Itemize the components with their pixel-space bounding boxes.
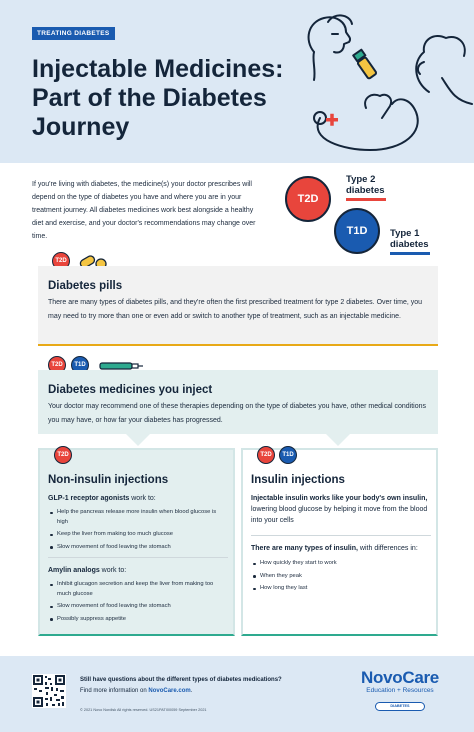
doctor-patient-illustration	[274, 0, 474, 163]
list-item: Help the pancreas release more insulin when blood glucose is high	[48, 508, 228, 527]
logo-wordmark: NovoCare	[361, 668, 439, 687]
type2-label	[346, 174, 406, 201]
header-banner	[0, 0, 474, 163]
novocare-logo	[352, 668, 448, 712]
footer-link-suffix: .	[190, 688, 193, 694]
novocare-link[interactable]: NovoCare.com	[148, 688, 191, 694]
copyright-text: © 2021 Novo Nordisk All rights reserved. US21PATI00059 September 2021	[80, 708, 207, 712]
insulin-types-bold: There are many types of insulin,	[251, 545, 358, 552]
footer-link-prefix: Find more information on	[80, 688, 149, 694]
list-item: Possibly suppress appetite	[48, 615, 228, 625]
insulin-intro-bold: Injectable insulin works like your body's own insulin,	[251, 495, 428, 502]
t2d-badge-label: T2D	[297, 193, 319, 205]
glp1-head-suffix: work to:	[129, 495, 156, 502]
footer-info	[80, 688, 192, 694]
list-item: When they peak	[251, 572, 431, 582]
insulin-t1d-label: T1D	[282, 452, 294, 458]
insulin-t2d-label: T2D	[260, 452, 272, 458]
insulin-t1d-badge	[279, 446, 297, 464]
non-insulin-t2d-label: T2D	[57, 452, 69, 458]
insulin-intro-rest: lowering blood glucose by helping it move from the blood into your cells	[251, 506, 428, 524]
amylin-list	[48, 580, 228, 624]
inject-t2d-label: T2D	[51, 362, 63, 368]
list-item: Slow movement of food leaving the stomach	[48, 543, 228, 553]
insulin-types-heading	[251, 543, 431, 554]
intro-paragraph: If you're living with diabetes, the medicine(s) your doctor prescribes will depend on the type of diabetes you have and where you are in your treatment journey. All diabetes medicines work best alongside a healthy diet and exercise, and your doctor's recommendations may change over time.	[32, 181, 256, 240]
type1-label	[390, 228, 450, 255]
inject-t1d-label: T1D	[74, 362, 86, 368]
logo-subtitle: Education + Resources	[366, 687, 434, 694]
insulin-types-rest: with differences in:	[357, 545, 418, 552]
non-insulin-t2d-badge	[54, 446, 72, 464]
divider	[48, 557, 228, 558]
inject-section	[38, 370, 438, 434]
list-item: How long they last	[251, 584, 431, 594]
footer-question: Still have questions about the different types of diabetes medications?	[80, 677, 282, 683]
amylin-head-suffix: work to:	[99, 567, 127, 574]
list-item: How quickly they start to work	[251, 559, 431, 569]
type1-label-text: Type 1 diabetes	[390, 228, 429, 250]
type2-underline	[346, 198, 386, 201]
list-item: Slow movement of food leaving the stomach	[48, 602, 228, 612]
inject-title: Diabetes medicines you inject	[48, 384, 213, 396]
pills-text: There are many types of diabetes pills, and they're often the first prescribed treatment for type 2 diabetes. Over time, you may need to try more than one or even add or switch to another type of treatment, such as an injectable medicine.	[48, 299, 423, 320]
logo-diabetes-pill: DIABETES	[375, 702, 424, 711]
amylin-heading	[48, 565, 228, 576]
glp1-list	[48, 508, 228, 552]
category-tag: TREATING DIABETES	[32, 27, 115, 40]
pills-t2d-label: T2D	[55, 258, 67, 264]
type2-label-text: Type 2 diabetes	[346, 174, 385, 196]
inject-text: Your doctor may recommend one of these therapies depending on the type of diabetes you have, other medical conditions you may have, or how far your diabetes has progressed.	[48, 403, 426, 424]
type1-underline	[390, 252, 430, 255]
pills-section	[38, 266, 438, 346]
insulin-title: Insulin injections	[251, 474, 345, 486]
non-insulin-card	[38, 448, 235, 636]
list-item: Inhibit glucagon secretion and keep the liver from making too much glucose	[48, 580, 228, 599]
insulin-list	[251, 559, 431, 594]
glp1-head-bold: GLP-1 receptor agonists	[48, 495, 130, 502]
divider	[251, 535, 431, 536]
split-arrows	[38, 432, 438, 448]
glp1-heading	[48, 493, 228, 504]
insulin-card	[241, 448, 438, 636]
page-title: Injectable Medicines: Part of the Diabetes Journey	[32, 55, 284, 141]
footer	[0, 656, 474, 732]
insulin-intro	[251, 493, 431, 526]
non-insulin-title: Non-insulin injections	[48, 474, 169, 486]
t2d-large-badge	[285, 176, 331, 222]
list-item: Keep the liver from making too much glucose	[48, 530, 228, 540]
t1d-large-badge	[334, 208, 380, 254]
qr-code[interactable]	[32, 674, 66, 708]
insulin-t2d-badge	[257, 446, 275, 464]
amylin-head-bold: Amylin analogs	[48, 567, 100, 574]
t1d-badge-label: T1D	[346, 225, 368, 237]
pills-title: Diabetes pills	[48, 280, 123, 292]
